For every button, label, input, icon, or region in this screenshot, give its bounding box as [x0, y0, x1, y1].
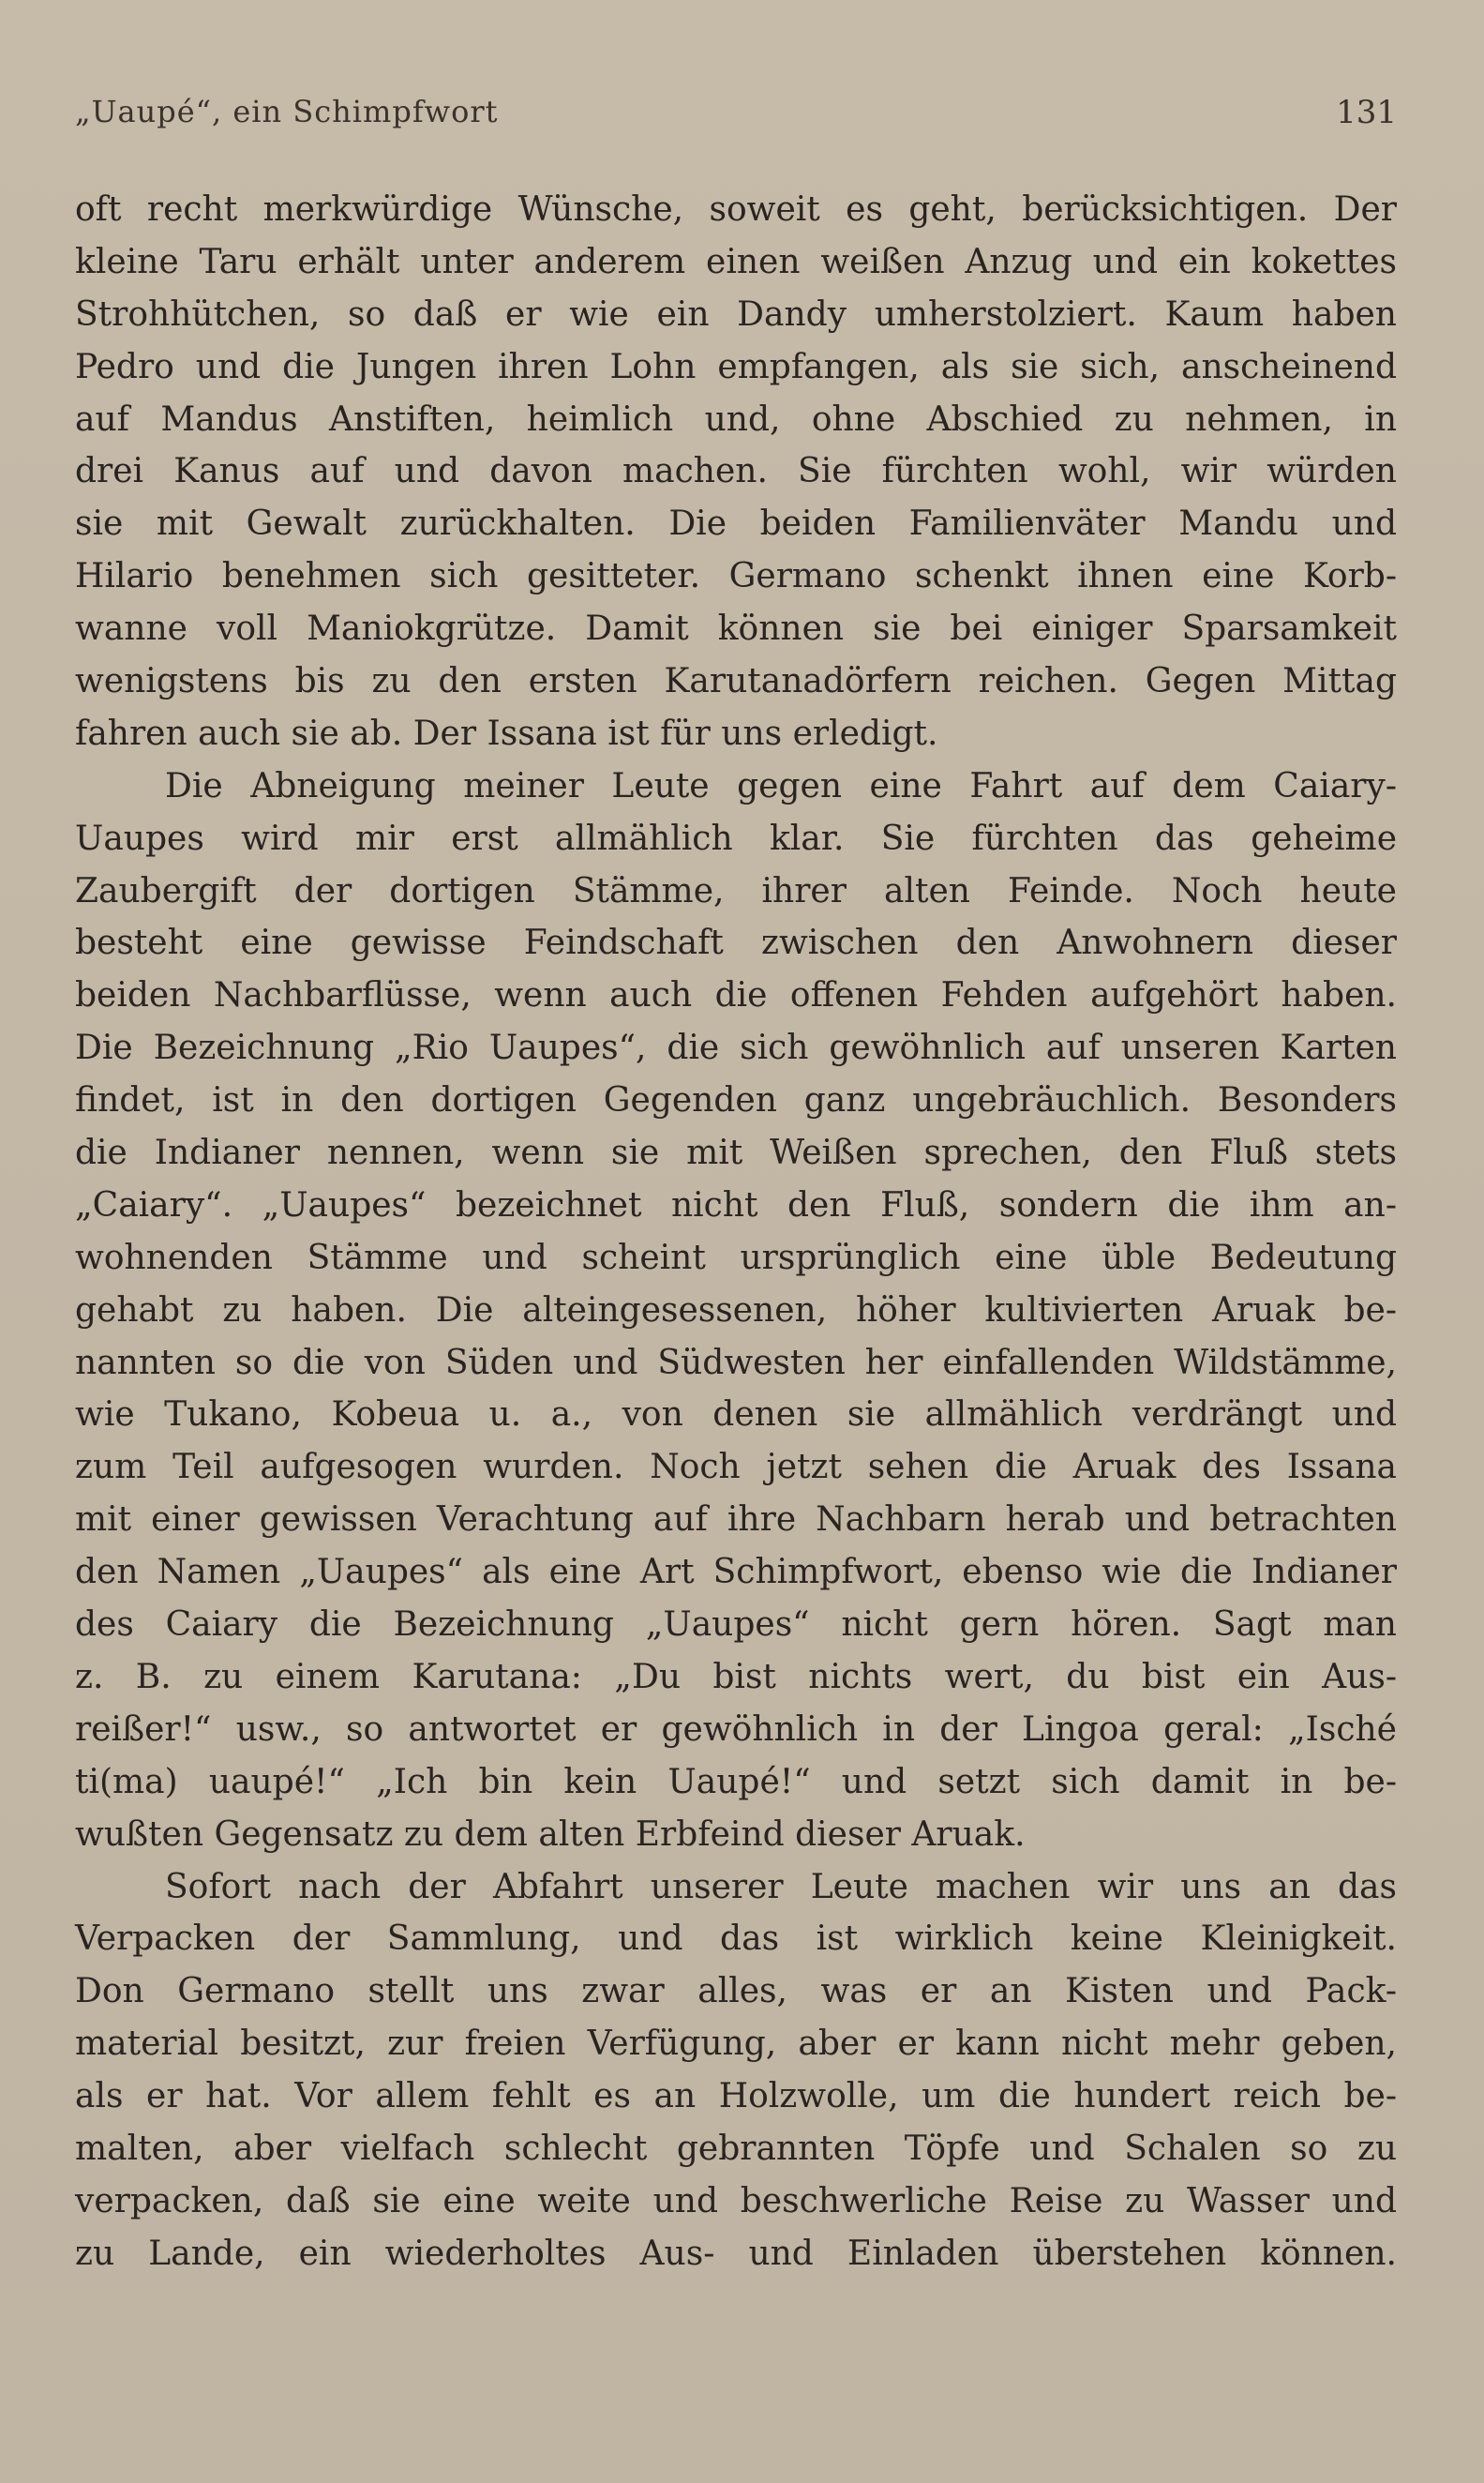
- text-line: wie Tukano, Kobeua u. a., von denen sie allmählich verdrängt und: [75, 1395, 1397, 1435]
- text-line: sie mit Gewalt zurückhalten. Die beiden Familienväter Mandu und: [75, 504, 1397, 544]
- text-line: den Namen „Uaupes“ als eine Art Schimpfwort, ebenso wie die Indianer: [75, 1553, 1397, 1592]
- text-line: Die Bezeichnung „Rio Uaupes“, die sich gewöhnlich auf unseren Karten: [75, 1029, 1397, 1068]
- text-line: z. B. zu einem Karutana: „Du bist nichts wert, du bist ein Aus-: [75, 1657, 1397, 1696]
- text-line: besteht eine gewisse Feindschaft zwischen den Anwohnern dieser: [75, 924, 1397, 963]
- text-line: wenigstens bis zu den ersten Karutanadörfern reichen. Gegen Mittag: [75, 662, 1397, 701]
- text-line: wohnenden Stämme und scheint ursprünglich eine üble Bedeutung: [75, 1238, 1397, 1277]
- text-line: Pedro und die Jungen ihren Lohn empfangen, als sie sich, anscheinend: [75, 347, 1397, 386]
- body-text: [75, 184, 1397, 2280]
- text-line: kleine Taru erhält unter anderem einen weißen Anzug und ein kokettes: [75, 242, 1397, 281]
- text-line: nannten so die von Süden und Südwesten her einfallenden Wildstämme,: [75, 1343, 1397, 1382]
- text-line: auf Mandus Anstiften, heimlich und, ohne Abschied zu nehmen, in: [75, 399, 1397, 439]
- text-line: wußten Gegensatz zu dem alten Erbfeind dieser Aruak.: [75, 1814, 1026, 1854]
- running-title: „Uaupé“, ein Schimpfwort: [75, 94, 499, 129]
- page-number: 131: [1336, 94, 1397, 131]
- text-line: des Caiary die Bezeichnung „Uaupes“ nicht gern hören. Sagt man: [75, 1605, 1397, 1645]
- text-line: fahren auch sie ab. Der Issana ist für uns erledigt.: [75, 714, 938, 753]
- text-line: Uaupes wird mir erst allmählich klar. Sie fürchten das geheime: [75, 819, 1397, 858]
- text-line: ti(ma) uaupé!“ „Ich bin kein Uaupé!“ und setzt sich damit in be-: [75, 1762, 1397, 1801]
- text-line: beiden Nachbarflüsse, wenn auch die offenen Fehden aufgehört haben.: [75, 976, 1397, 1016]
- text-line: als er hat. Vor allem fehlt es an Holzwolle, um die hundert reich be-: [75, 2077, 1397, 2116]
- text-line: Don Germano stellt uns zwar alles, was er an Kisten und Pack-: [75, 1972, 1397, 2011]
- text-line: mit einer gewissen Verachtung auf ihre Nachbarn herab und betrachten: [75, 1500, 1397, 1540]
- text-line: reißer!“ usw., so antwortet er gewöhnlich in der Lingoa geral: „Isché: [75, 1709, 1397, 1749]
- text-line: Strohhütchen, so daß er wie ein Dandy umherstolziert. Kaum haben: [75, 294, 1397, 334]
- page-header: [75, 94, 1397, 141]
- text-line: verpacken, daß sie eine weite und beschwerliche Reise zu Wasser und: [75, 2181, 1397, 2220]
- text-line: Zaubergift der dortigen Stämme, ihrer alten Feinde. Noch heute: [75, 871, 1397, 910]
- text-line: malten, aber vielfach schlecht gebrannten Töpfe und Schalen so zu: [75, 2129, 1397, 2168]
- text-line: gehabt zu haben. Die alteingesessenen, höher kultivierten Aruak be-: [75, 1290, 1397, 1330]
- text-line: drei Kanus auf und davon machen. Sie fürchten wohl, wir würden: [75, 452, 1397, 491]
- text-line: Verpacken der Sammlung, und das ist wirklich keine Kleinigkeit.: [75, 1919, 1397, 1959]
- text-line: findet, ist in den dortigen Gegenden ganz ungebräuchlich. Besonders: [75, 1081, 1397, 1121]
- text-line: Hilario benehmen sich gesitteter. Germano schenkt ihnen eine Korb-: [75, 557, 1397, 596]
- text-line: Die Abneigung meiner Leute gegen eine Fahrt auf dem Caiary-: [165, 766, 1397, 805]
- text-line: die Indianer nennen, wenn sie mit Weißen sprechen, den Fluß stets: [75, 1134, 1397, 1173]
- text-line: material besitzt, zur freien Verfügung, aber er kann nicht mehr geben,: [75, 2024, 1397, 2064]
- text-line: oft recht merkwürdige Wünsche, soweit es geht, berücksichtigen. Der: [75, 190, 1397, 229]
- text-line: Sofort nach der Abfahrt unserer Leute machen wir uns an das: [165, 1867, 1397, 1906]
- text-line: zum Teil aufgesogen wurden. Noch jetzt sehen die Aruak des Issana: [75, 1448, 1397, 1487]
- text-line: wanne voll Maniokgrütze. Damit können sie bei einiger Sparsamkeit: [75, 609, 1397, 649]
- text-line: zu Lande, ein wiederholtes Aus- und Einladen überstehen können.: [75, 2234, 1397, 2273]
- text-line: „Caiary“. „Uaupes“ bezeichnet nicht den Fluß, sondern die ihm an-: [75, 1185, 1397, 1225]
